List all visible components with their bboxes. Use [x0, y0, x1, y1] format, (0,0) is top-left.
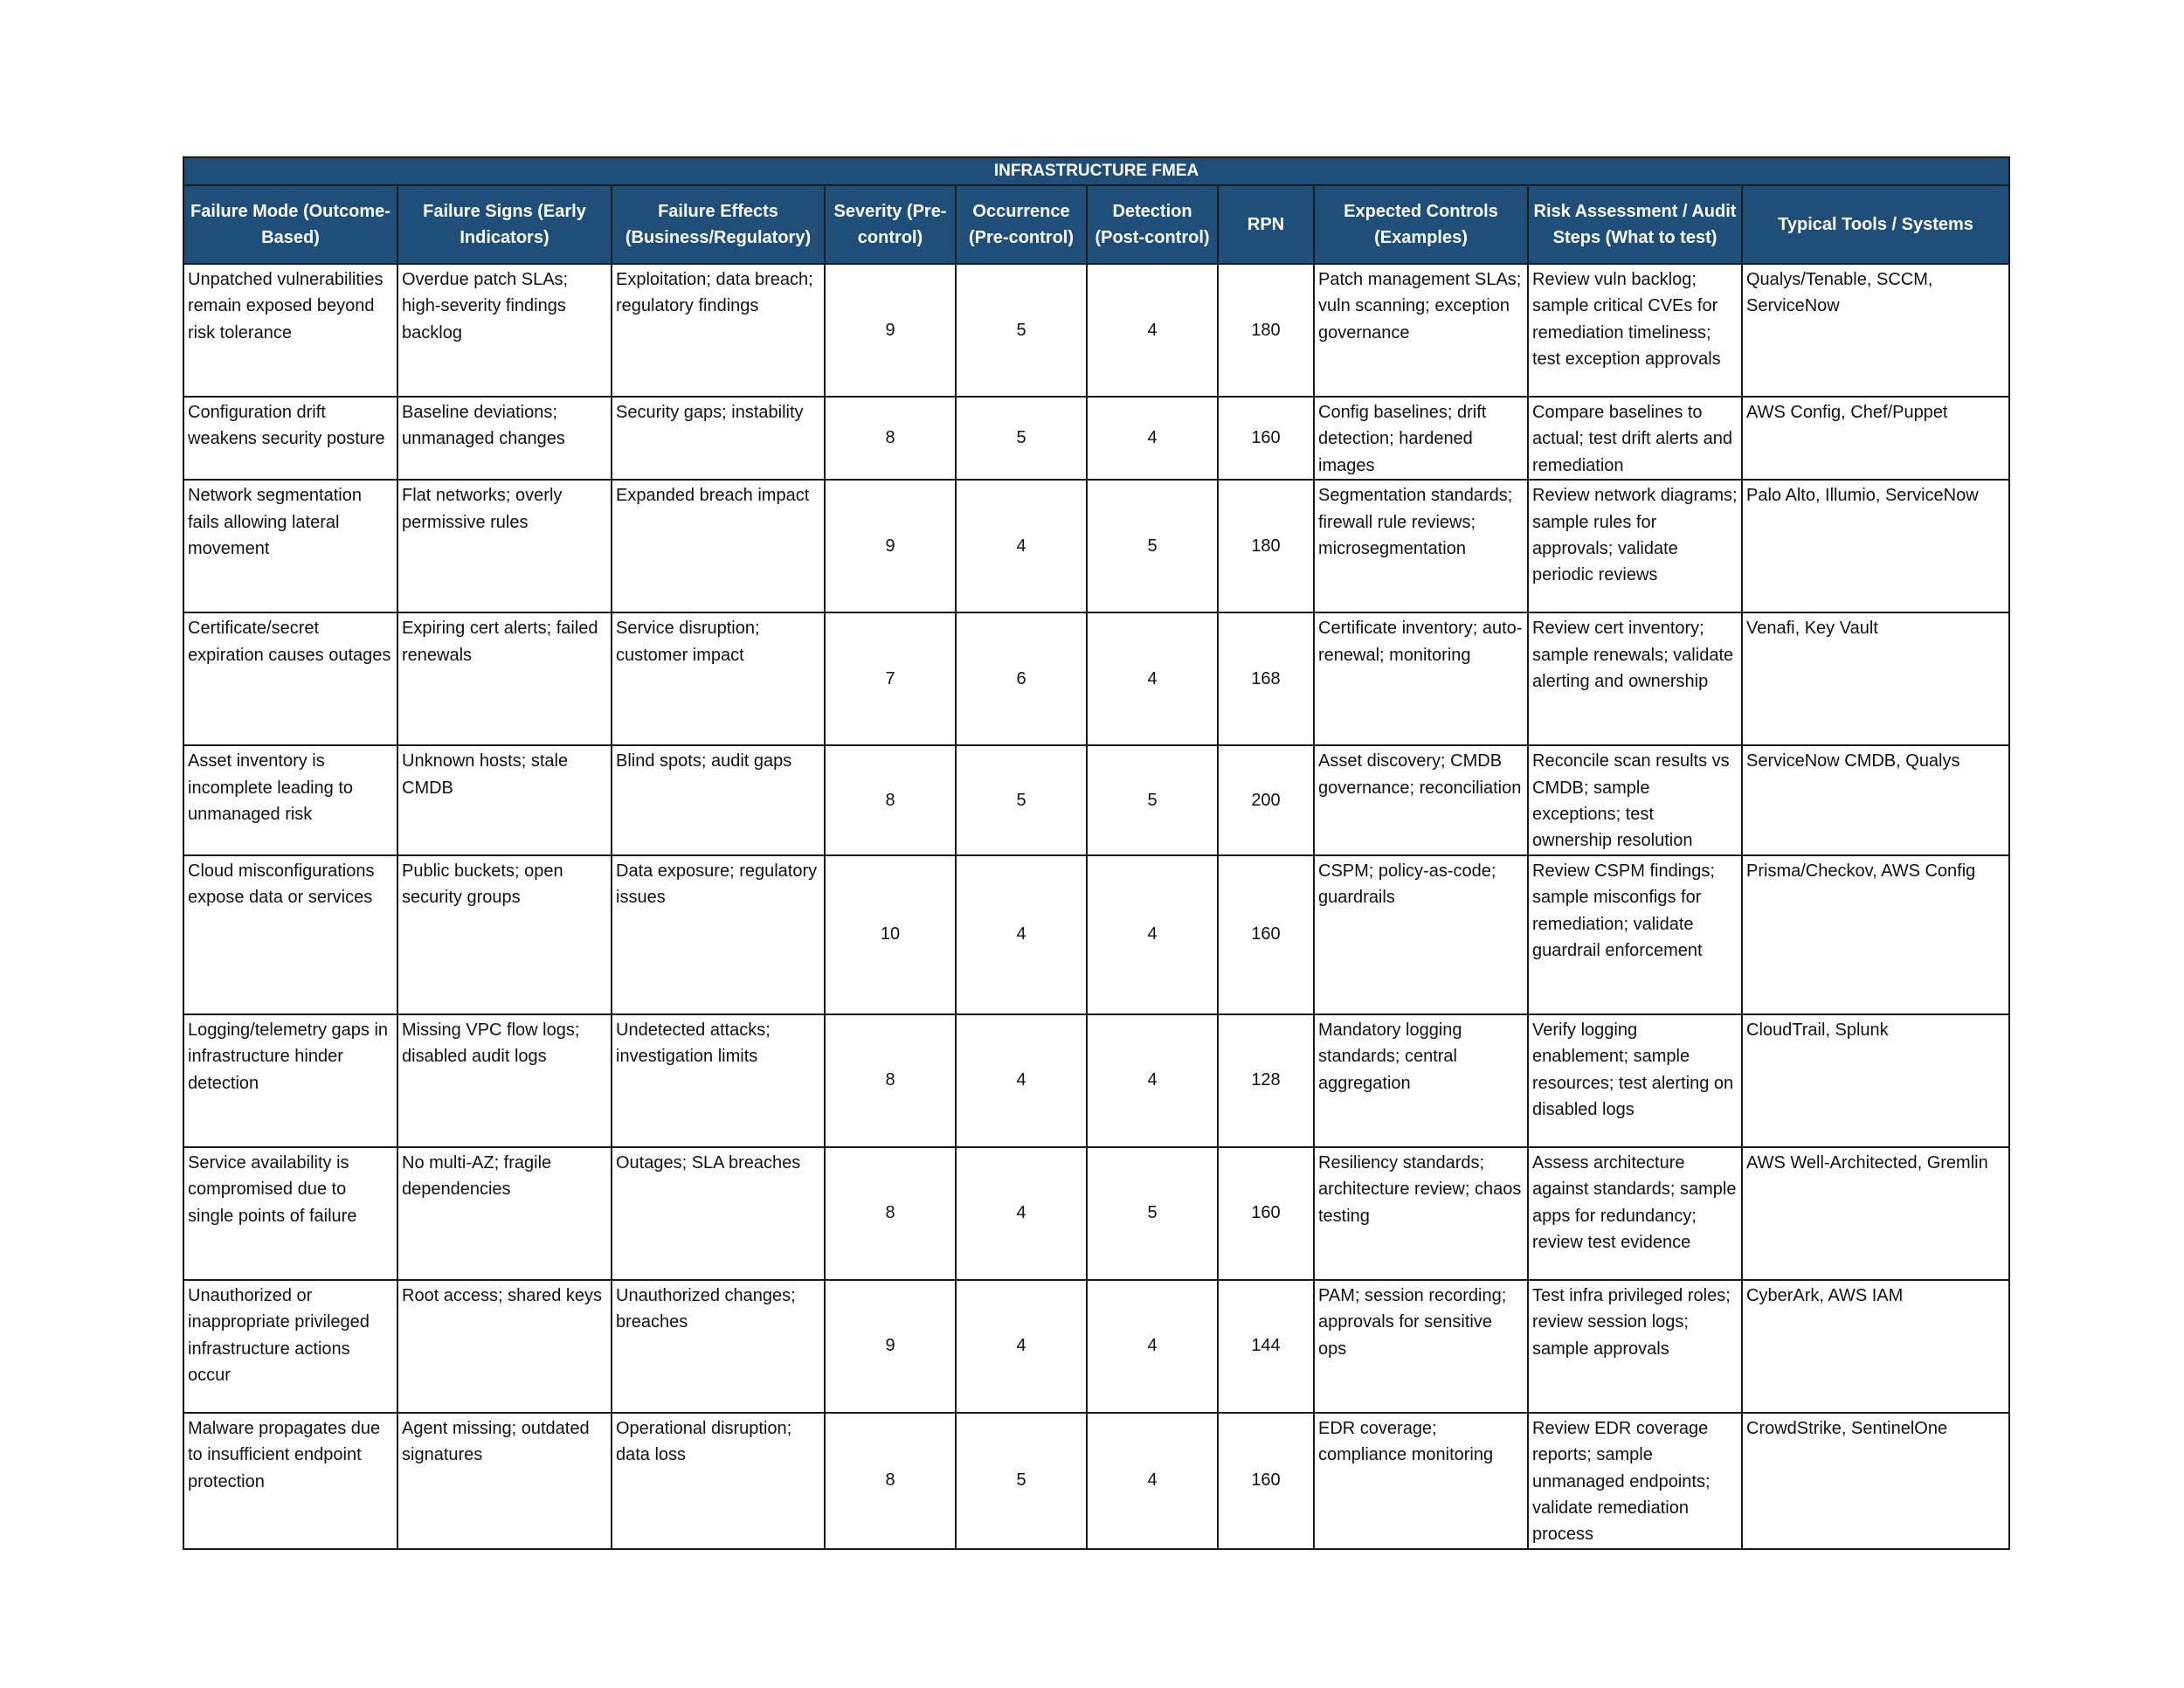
failure-mode-cell: Certificate/secret expiration causes outages [183, 612, 397, 745]
tools-cell: AWS Well-Architected, Gremlin [1742, 1147, 2009, 1280]
expected-controls-cell: Patch management SLAs; vuln scanning; exception governance [1314, 264, 1528, 397]
detection-cell: 5 [1087, 745, 1218, 855]
audit-steps-cell: Review network diagrams; sample rules for approvals; validate periodic reviews [1528, 480, 1742, 612]
expected-controls-cell: Segmentation standards; firewall rule reviews; microsegmentation [1314, 480, 1528, 612]
rpn-cell: 160 [1218, 1147, 1314, 1280]
failure-effects-cell: Undetected attacks; investigation limits [612, 1014, 825, 1147]
expected-controls-cell: Mandatory logging standards; central aggregation [1314, 1014, 1528, 1147]
failure-mode-cell: Cloud misconfigurations expose data or services [183, 855, 397, 1014]
severity-cell: 9 [825, 1280, 956, 1413]
occurrence-cell: 4 [956, 855, 1087, 1014]
failure-effects-cell: Blind spots; audit gaps [612, 745, 825, 855]
column-header-failure-mode: Failure Mode (Outcome-Based) [183, 185, 397, 264]
tools-cell: CrowdStrike, SentinelOne [1742, 1413, 2009, 1549]
table-row [183, 480, 2009, 612]
failure-mode-cell: Malware propagates due to insufficient endpoint protection [183, 1413, 397, 1549]
failure-effects-cell: Unauthorized changes; breaches [612, 1280, 825, 1413]
failure-signs-cell: Flat networks; overly permissive rules [397, 480, 612, 612]
detection-cell: 4 [1087, 855, 1218, 1014]
rpn-cell: 168 [1218, 612, 1314, 745]
occurrence-cell: 4 [956, 1280, 1087, 1413]
table-row [183, 612, 2009, 745]
severity-cell: 10 [825, 855, 956, 1014]
failure-mode-cell: Service availability is compromised due to single points of failure [183, 1147, 397, 1280]
failure-mode-cell: Asset inventory is incomplete leading to unmanaged risk [183, 745, 397, 855]
column-header-tools: Typical Tools / Systems [1742, 185, 2009, 264]
failure-mode-cell: Network segmentation fails allowing lateral movement [183, 480, 397, 612]
expected-controls-cell: EDR coverage; compliance monitoring [1314, 1413, 1528, 1549]
failure-effects-cell: Exploitation; data breach; regulatory findings [612, 264, 825, 397]
header-row [183, 185, 2009, 264]
failure-mode-cell: Unauthorized or inappropriate privileged infrastructure actions occur [183, 1280, 397, 1413]
failure-signs-cell: Overdue patch SLAs; high-severity findings backlog [397, 264, 612, 397]
audit-steps-cell: Review vuln backlog; sample critical CVEs for remediation timeliness; test exception approvals [1528, 264, 1742, 397]
tools-cell: Venafi, Key Vault [1742, 612, 2009, 745]
audit-steps-cell: Review CSPM findings; sample misconfigs for remediation; validate guardrail enforcement [1528, 855, 1742, 1014]
occurrence-cell: 4 [956, 1147, 1087, 1280]
failure-signs-cell: Public buckets; open security groups [397, 855, 612, 1014]
tools-cell: Palo Alto, Illumio, ServiceNow [1742, 480, 2009, 612]
audit-steps-cell: Reconcile scan results vs CMDB; sample exceptions; test ownership resolution [1528, 745, 1742, 855]
occurrence-cell: 4 [956, 480, 1087, 612]
fmea-sheet [183, 156, 2008, 1550]
occurrence-cell: 5 [956, 397, 1087, 480]
failure-effects-cell: Data exposure; regulatory issues [612, 855, 825, 1014]
audit-steps-cell: Review cert inventory; sample renewals; validate alerting and ownership [1528, 612, 1742, 745]
audit-steps-cell: Verify logging enablement; sample resources; test alerting on disabled logs [1528, 1014, 1742, 1147]
failure-signs-cell: No multi-AZ; fragile dependencies [397, 1147, 612, 1280]
severity-cell: 8 [825, 1413, 956, 1549]
audit-steps-cell: Test infra privileged roles; review session logs; sample approvals [1528, 1280, 1742, 1413]
severity-cell: 9 [825, 264, 956, 397]
rpn-cell: 160 [1218, 855, 1314, 1014]
failure-signs-cell: Baseline deviations; unmanaged changes [397, 397, 612, 480]
column-header-failure-effects: Failure Effects (Business/Regulatory) [612, 185, 825, 264]
severity-cell: 8 [825, 745, 956, 855]
detection-cell: 4 [1087, 1413, 1218, 1549]
column-header-failure-signs: Failure Signs (Early Indicators) [397, 185, 612, 264]
occurrence-cell: 6 [956, 612, 1087, 745]
table-row [183, 1147, 2009, 1280]
failure-effects-cell: Operational disruption; data loss [612, 1413, 825, 1549]
column-header-detection: Detection (Post-control) [1087, 185, 1218, 264]
occurrence-cell: 5 [956, 745, 1087, 855]
expected-controls-cell: Resiliency standards; architecture review; chaos testing [1314, 1147, 1528, 1280]
failure-signs-cell: Unknown hosts; stale CMDB [397, 745, 612, 855]
expected-controls-cell: PAM; session recording; approvals for sensitive ops [1314, 1280, 1528, 1413]
failure-effects-cell: Outages; SLA breaches [612, 1147, 825, 1280]
tools-cell: CloudTrail, Splunk [1742, 1014, 2009, 1147]
tools-cell: ServiceNow CMDB, Qualys [1742, 745, 2009, 855]
rpn-cell: 160 [1218, 1413, 1314, 1549]
expected-controls-cell: Asset discovery; CMDB governance; reconciliation [1314, 745, 1528, 855]
detection-cell: 4 [1087, 1014, 1218, 1147]
failure-mode-cell: Configuration drift weakens security posture [183, 397, 397, 480]
rpn-cell: 128 [1218, 1014, 1314, 1147]
tools-cell: Qualys/Tenable, SCCM, ServiceNow [1742, 264, 2009, 397]
detection-cell: 5 [1087, 1147, 1218, 1280]
rpn-cell: 200 [1218, 745, 1314, 855]
table-row [183, 745, 2009, 855]
table-row [183, 1280, 2009, 1413]
rpn-cell: 180 [1218, 264, 1314, 397]
fmea-table [183, 156, 2010, 1550]
failure-signs-cell: Missing VPC flow logs; disabled audit logs [397, 1014, 612, 1147]
detection-cell: 4 [1087, 612, 1218, 745]
table-title: INFRASTRUCTURE FMEA [183, 157, 2009, 185]
audit-steps-cell: Assess architecture against standards; sample apps for redundancy; review test evidence [1528, 1147, 1742, 1280]
table-row [183, 397, 2009, 480]
severity-cell: 8 [825, 397, 956, 480]
title-row [183, 157, 2009, 185]
failure-mode-cell: Logging/telemetry gaps in infrastructure hinder detection [183, 1014, 397, 1147]
column-header-expected-controls: Expected Controls (Examples) [1314, 185, 1528, 264]
tools-cell: CyberArk, AWS IAM [1742, 1280, 2009, 1413]
expected-controls-cell: Certificate inventory; auto-renewal; monitoring [1314, 612, 1528, 745]
failure-signs-cell: Agent missing; outdated signatures [397, 1413, 612, 1549]
column-header-audit-steps: Risk Assessment / Audit Steps (What to test) [1528, 185, 1742, 264]
table-row [183, 1014, 2009, 1147]
column-header-rpn: RPN [1218, 185, 1314, 264]
failure-effects-cell: Security gaps; instability [612, 397, 825, 480]
detection-cell: 4 [1087, 397, 1218, 480]
audit-steps-cell: Compare baselines to actual; test drift alerts and remediation [1528, 397, 1742, 480]
column-header-occurrence: Occurrence (Pre-control) [956, 185, 1087, 264]
expected-controls-cell: CSPM; policy-as-code; guardrails [1314, 855, 1528, 1014]
rpn-cell: 160 [1218, 397, 1314, 480]
table-row [183, 1413, 2009, 1549]
table-row [183, 855, 2009, 1014]
column-header-severity: Severity (Pre-control) [825, 185, 956, 264]
tools-cell: Prisma/Checkov, AWS Config [1742, 855, 2009, 1014]
detection-cell: 4 [1087, 264, 1218, 397]
audit-steps-cell: Review EDR coverage reports; sample unmanaged endpoints; validate remediation process [1528, 1413, 1742, 1549]
occurrence-cell: 5 [956, 1413, 1087, 1549]
occurrence-cell: 5 [956, 264, 1087, 397]
failure-signs-cell: Root access; shared keys [397, 1280, 612, 1413]
failure-effects-cell: Expanded breach impact [612, 480, 825, 612]
failure-signs-cell: Expiring cert alerts; failed renewals [397, 612, 612, 745]
severity-cell: 8 [825, 1147, 956, 1280]
table-row [183, 264, 2009, 397]
detection-cell: 5 [1087, 480, 1218, 612]
failure-mode-cell: Unpatched vulnerabilities remain exposed beyond risk tolerance [183, 264, 397, 397]
rpn-cell: 144 [1218, 1280, 1314, 1413]
occurrence-cell: 4 [956, 1014, 1087, 1147]
rpn-cell: 180 [1218, 480, 1314, 612]
detection-cell: 4 [1087, 1280, 1218, 1413]
severity-cell: 9 [825, 480, 956, 612]
expected-controls-cell: Config baselines; drift detection; hardened images [1314, 397, 1528, 480]
failure-effects-cell: Service disruption; customer impact [612, 612, 825, 745]
severity-cell: 8 [825, 1014, 956, 1147]
severity-cell: 7 [825, 612, 956, 745]
tools-cell: AWS Config, Chef/Puppet [1742, 397, 2009, 480]
